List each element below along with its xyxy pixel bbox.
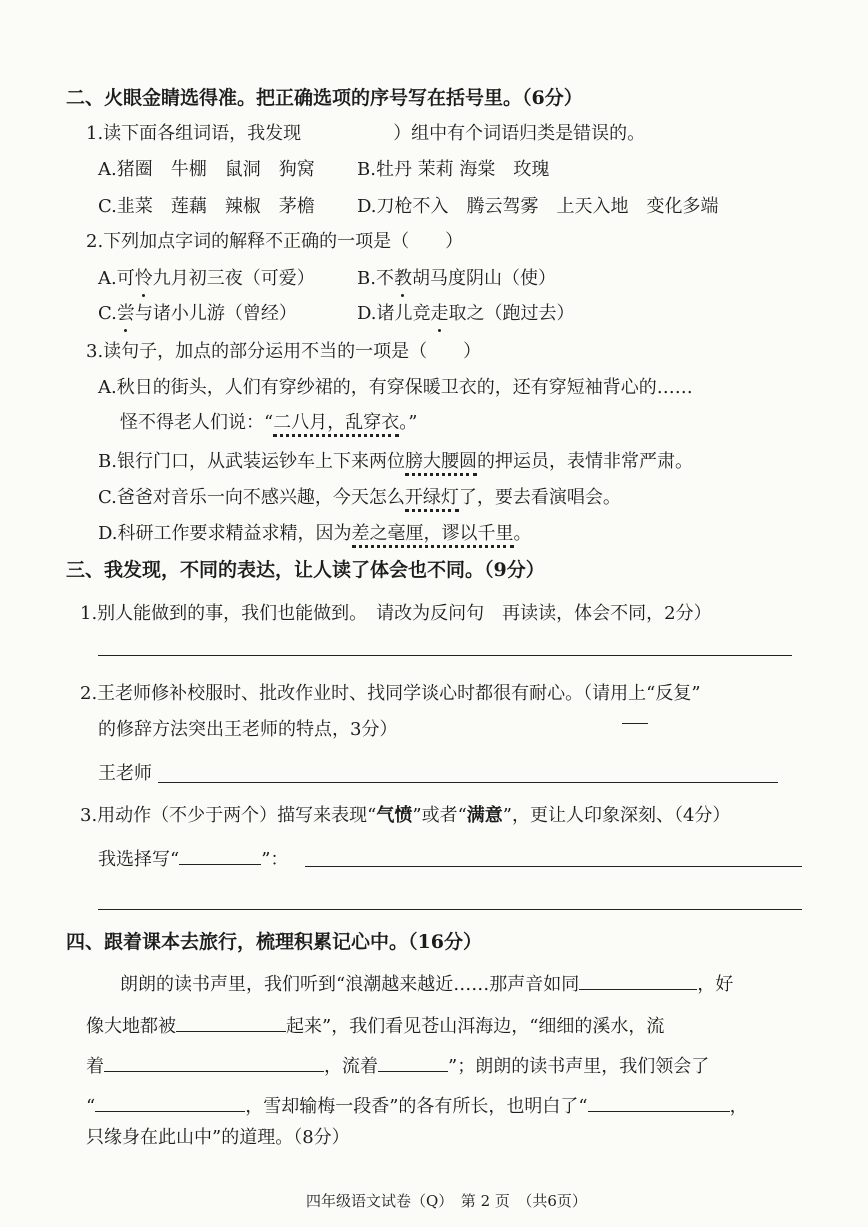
q3-3-answer-line-1[interactable]: [305, 866, 802, 867]
q2-3-c-dotted: 开绿灯: [405, 487, 459, 512]
s4-blank-4[interactable]: [378, 1053, 448, 1072]
q2-2-option-a: [98, 267, 315, 291]
q3-3-post: ”，更让人印象深刻、（4分）: [502, 805, 731, 826]
s4-l1-b: ，好: [697, 974, 734, 995]
q2-3-a-post: 。”: [399, 412, 418, 433]
q2-1-stem-a: 1.读下面各组词语，我发现: [86, 123, 302, 144]
q2-3-d-post: 。: [513, 523, 532, 544]
s4-l2-a: 像大地都被: [86, 1016, 176, 1037]
q3-3-choose-line: [98, 846, 288, 872]
q2-2-b-pre: B.不: [357, 268, 394, 289]
q2-3-b-dotted: 膀大腰圆: [405, 451, 477, 476]
q2-3-option-b: [98, 450, 693, 474]
q3-3-word-2: 满意: [466, 805, 503, 826]
q2-3-b-post: 的押运员，表情非常严肃。: [476, 451, 693, 472]
q3-3-choose-blank[interactable]: [179, 846, 261, 865]
q2-3-option-a-line2: [120, 411, 417, 435]
s4-para-line5: 只缘身在此山中”的道理。（8分）: [86, 1127, 350, 1148]
q3-3-text: [80, 804, 730, 828]
s4-l3-b: ，流着: [324, 1056, 378, 1077]
s4-blank-6[interactable]: [588, 1093, 730, 1112]
q3-3-answer-line-2[interactable]: [98, 909, 802, 910]
q2-2-b-post: 胡马度阴山（使）: [411, 268, 556, 289]
q3-2-answer-line[interactable]: [158, 782, 778, 783]
s4-l2-b: 起来”，我们看见苍山洱海边，“细细的溪水，流: [286, 1016, 665, 1037]
q2-2-d-pre: D.诸儿竞: [357, 303, 431, 324]
q3-3-choose-pre: 我选择写“: [98, 849, 180, 870]
s4-para-line4: [86, 1093, 748, 1119]
s4-para-line3: [86, 1053, 709, 1079]
q3-3-mid: ”或者“: [412, 805, 467, 826]
q2-2-d-dotted: 走: [430, 303, 449, 324]
q2-2-option-c: [98, 302, 297, 326]
q2-1-option-c: C.韭菜 莲藕 辣椒 茅檐: [98, 196, 315, 217]
q2-3-stem: 3.读句子，加点的部分运用不当的一项是（ ）: [86, 341, 482, 362]
q2-2-stem: 2.下列加点字词的解释不正确的一项是（ ）: [86, 231, 464, 252]
s4-para-line1: [120, 971, 733, 997]
q2-1-option-b: B.牡丹 茉莉 海棠 玫瑰: [357, 159, 550, 180]
s4-l4-c: ，: [729, 1096, 748, 1117]
q3-2-small-mark: [622, 723, 648, 724]
section-3-heading: 三、我发现，不同的表达，让人读了体会也不同。（9分）: [66, 559, 545, 581]
page-footer: 四年级语文试卷（Q） 第 2 页 （共6页）: [306, 1192, 587, 1210]
q3-1-answer-line[interactable]: [98, 655, 792, 656]
q2-2-a-post: 九月初三夜（可爱）: [152, 268, 315, 289]
q2-3-c-pre: C.爸爸对音乐一向不感兴趣，今天怎么: [98, 487, 405, 508]
s4-l4-a: “: [86, 1096, 96, 1117]
q2-2-a-dotted: 怜: [134, 268, 153, 289]
q2-2-option-b: [357, 267, 556, 291]
q2-2-option-d: [357, 302, 575, 326]
s4-blank-5[interactable]: [95, 1093, 245, 1112]
q3-2-text-line1: 2.王老师修补校服时、批改作业时、找同学谈心时都很有耐心。（请用上“反复”: [80, 683, 701, 704]
section-2-heading: 二、火眼金睛选得准。把正确选项的序号写在括号里。（6分）: [66, 87, 583, 109]
q2-2-c-dotted: 尝: [116, 303, 135, 324]
q3-2-answer-label: 王老师: [98, 763, 152, 784]
q2-3-option-a-line1: A.秋日的街头，人们有穿纱裙的，有穿保暖卫衣的，还有穿短袖背心的……: [98, 377, 693, 398]
q2-1-stem-b: ）组中有个词语归类是错误的。: [393, 123, 646, 144]
q3-2-text-line2: 的修辞方法突出王老师的特点，3分）: [98, 719, 398, 740]
q2-3-option-d: [98, 522, 532, 546]
section-4-heading: 四、跟着课本去旅行，梳理积累记心中。（16分）: [66, 931, 482, 953]
q2-1-stem: [86, 122, 645, 146]
q2-2-c-post: 与诸小儿游（曾经）: [134, 303, 297, 324]
s4-l3-a: 着: [86, 1056, 104, 1077]
q2-3-a-dotted: 二八月，乱穿衣: [273, 412, 399, 437]
q3-3-word-1: 气愤: [376, 805, 413, 826]
q2-3-d-pre: D.科研工作要求精益求精，因为: [98, 523, 352, 544]
q3-3-choose-post: ”：: [261, 849, 289, 870]
q2-3-b-pre: B.银行门口，从武装运钞车上下来两位: [98, 451, 405, 472]
q2-3-c-post: 了，要去看演唱会。: [458, 487, 621, 508]
q2-2-d-post: 取之（跑过去）: [448, 303, 575, 324]
q3-1-text: 1.别人能做到的事，我们也能做到。 请改为反问句 再读读，体会不同，2分）: [80, 603, 712, 624]
q2-1-option-a: A.猪圈 牛棚 鼠洞 狗窝: [98, 159, 315, 180]
s4-blank-3[interactable]: [104, 1053, 324, 1072]
s4-l3-c: ”；朗朗的读书声里，我们领会了: [448, 1056, 710, 1077]
q3-3-pre: 3.用动作（不少于两个）描写来表现“: [80, 805, 377, 826]
q2-1-option-d: D.刀枪不入 腾云驾雾 上天入地 变化多端: [357, 196, 719, 217]
q2-2-b-dotted: 教: [393, 268, 412, 289]
s4-l4-b: ，雪却输梅一段香”的各有所长，也明白了“: [245, 1096, 588, 1117]
q2-2-a-pre: A.可: [98, 268, 135, 289]
s4-blank-2[interactable]: [176, 1013, 286, 1032]
q2-2-c-pre: C.: [98, 303, 117, 324]
s4-l1-a: 朗朗的读书声里，我们听到“浪潮越来越近……那声音如同: [120, 974, 580, 995]
q2-3-option-c: [98, 486, 621, 510]
s4-blank-1[interactable]: [579, 971, 697, 990]
q2-3-d-dotted: 差之毫厘，谬以千里: [352, 523, 514, 548]
s4-para-line2: [86, 1013, 664, 1039]
q2-3-a-pre: 怪不得老人们说：“: [120, 412, 274, 433]
